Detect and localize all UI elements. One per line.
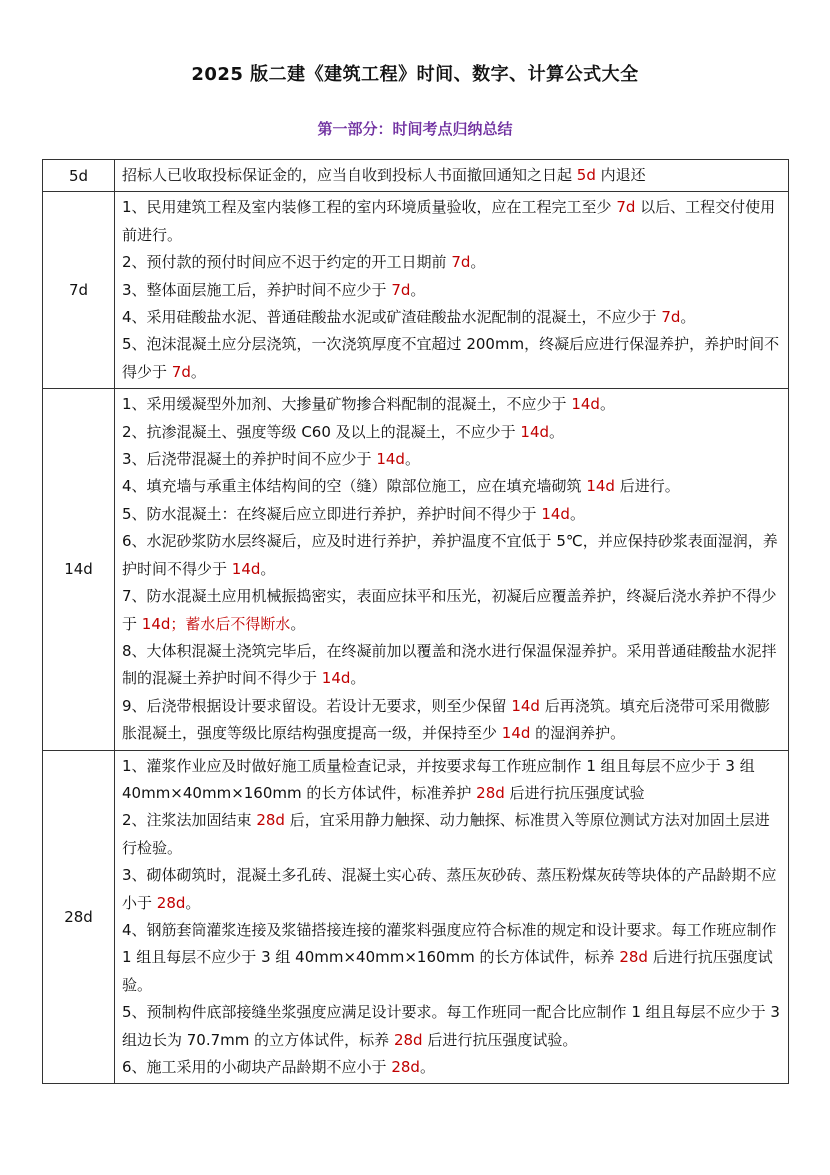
row-content [115, 389, 789, 750]
list-item [122, 862, 782, 917]
highlighted-duration: 14d [231, 559, 261, 578]
list-item [122, 249, 782, 276]
item-text: 2、注浆法加固结束 [122, 811, 257, 830]
list-item [122, 331, 782, 386]
item-text: 的湿润养护。 [530, 724, 626, 743]
item-text: 3、砌体砌筑时，混凝土多孔砖、混凝土实心砖、蒸压灰砂砖、蒸压粉煤灰砖等块体的产品龄期不应小于 [122, 866, 777, 912]
item-text: 后进行抗压强度试验。 [122, 948, 773, 994]
item-text: 。 [290, 614, 306, 633]
item-text: 1、灌浆作业应及时做好施工质量检查记录，并按要求每工作班应制作 1 组且每层不应少于 3 组 40mm×40mm×160mm 的长方体试件，标准养护 [122, 756, 755, 802]
item-text: 后进行抗压强度试验 [504, 783, 645, 802]
item-text: 。 [350, 669, 366, 688]
item-text: 7、防水混凝土应用机械振捣密实，表面应抹平和压光，初凝后应覆盖养护，终凝后浇水养护不得少于 [122, 587, 777, 633]
item-text: 6、施工采用的小砌块产品龄期不应小于 [122, 1058, 392, 1076]
list-item [122, 419, 782, 446]
row-duration: 7d [43, 192, 115, 389]
item-text: 后再浇筑。填充后浇带可采用微膨胀混凝土，强度等级比原结构强度提高一级，并保持至少 [122, 696, 770, 743]
item-text: 1、民用建筑工程及室内装修工程的室内环境质量验收，应在工程完工至少 [122, 198, 617, 217]
highlighted-duration: 14d [520, 422, 550, 441]
highlighted-duration: 7d [171, 362, 191, 381]
highlighted-duration: 28d [156, 893, 186, 912]
list-item [122, 638, 782, 693]
list-item [122, 446, 782, 473]
highlighted-duration: 7d [451, 253, 471, 272]
item-text: 。 [260, 559, 276, 578]
highlighted-duration: 28d [391, 1058, 420, 1076]
item-text: 。 [190, 362, 206, 381]
list-item [122, 304, 782, 331]
list-item [122, 528, 782, 583]
table-row [43, 192, 789, 389]
highlighted-duration: 7d [661, 308, 681, 327]
row-content [115, 192, 789, 389]
item-text: 4、填充墙与承重主体结构间的空（缝）隙部位施工，应在填充墙砌筑 [122, 477, 587, 496]
row-duration: 5d [43, 160, 115, 192]
list-item [122, 277, 782, 304]
item-text: 。 [599, 395, 615, 414]
list-item [122, 753, 782, 808]
highlighted-duration: 28d [476, 783, 505, 802]
highlighted-duration: 28d [256, 811, 285, 830]
item-text: 招标人已收取投标保证金的，应当自收到投标人书面撤回通知之日起 [122, 166, 577, 184]
list-item [122, 501, 782, 528]
list-item [122, 1054, 782, 1081]
item-text: 1、采用缓凝型外加剂、大掺量矿物掺合料配制的混凝土，不应少于 [122, 395, 572, 414]
item-text: 。 [410, 280, 426, 299]
item-text: 5、泡沫混凝土应分层浇筑，一次浇筑厚度不宜超过 200mm，终凝后应进行保湿养护，养护时间不得少于 [122, 335, 780, 381]
item-text: 4、钢筋套筒灌浆连接及浆锚搭接连接的灌浆料强度应符合标准的规定和设计要求。每工作班应制作 1 组且每层不应少于 3 组 40mm×40mm×160mm 的长方体试件，标养 [122, 920, 777, 967]
item-text: 后进行抗压强度试验。 [422, 1030, 578, 1049]
item-text: 2、抗渗混凝土、强度等级 C60 及以上的混凝土，不应少于 [122, 422, 521, 441]
row-content [115, 750, 789, 1084]
section-subtitle: 第一部分：时间考点归纳总结 [317, 120, 513, 138]
list-item [122, 917, 782, 999]
item-text: 6、水泥砂浆防水层终凝后，应及时进行养护，养护温度不宜低于 5℃，并应保持砂浆表面湿润，养护时间不得少于 [122, 532, 778, 578]
item-text: 4、采用硅酸盐水泥、普通硅酸盐水泥或矿渣硅酸盐水泥配制的混凝土，不应少于 [122, 308, 662, 327]
table-body [43, 160, 789, 1084]
row-duration: 14d [43, 389, 115, 750]
item-text: 以后、工程交付使用前进行。 [122, 198, 776, 244]
highlighted-duration: 28d [619, 948, 648, 967]
list-item [122, 583, 782, 638]
list-item [122, 807, 782, 862]
table-row [43, 160, 789, 192]
highlighted-duration: 14d；蓄水后不得断水 [141, 614, 291, 633]
item-text: 后，宜采用静力触探、动力触探、标准贯入等原位测试方法对加固土层进行检验。 [122, 811, 770, 857]
item-text: 。 [470, 253, 486, 272]
item-text: 5、预制构件底部接缝坐浆强度应满足设计要求。每工作班同一配合比应制作 1 组且每层不应少于 3 组边长为 70.7mm 的立方体试件，标养 [122, 1003, 780, 1049]
item-text: 。 [680, 308, 696, 327]
table-row [43, 750, 789, 1084]
item-text: 5、防水混凝土：在终凝后应立即进行养护，养护时间不得少于 [122, 504, 542, 523]
item-text: 后进行。 [614, 477, 680, 496]
item-text: 。 [419, 1058, 435, 1076]
highlighted-duration: 14d [511, 696, 540, 715]
item-text: 。 [549, 422, 565, 441]
item-text: 。 [185, 893, 201, 912]
highlighted-duration: 7d [616, 198, 636, 217]
highlighted-duration: 14d [376, 450, 405, 469]
highlighted-duration: 14d [586, 477, 615, 496]
list-item [122, 999, 782, 1054]
highlighted-duration: 14d [501, 724, 531, 743]
item-text: 3、后浇带混凝土的养护时间不应少于 [122, 450, 377, 469]
table-row [43, 389, 789, 750]
time-points-table [42, 159, 789, 1084]
page-title: 2025 版二建《建筑工程》时间、数字、计算公式大全 [191, 64, 639, 85]
list-item [122, 194, 782, 249]
list-item [122, 473, 782, 500]
highlighted-duration: 14d [321, 669, 351, 688]
list-item [122, 693, 782, 748]
highlighted-duration: 5d [576, 166, 596, 184]
item-text: 内退还 [595, 166, 646, 184]
highlighted-duration: 14d [541, 504, 570, 523]
item-text: 9、后浇带根据设计要求留设。若设计无要求，则至少保留 [122, 696, 512, 715]
row-duration: 28d [43, 750, 115, 1084]
row-content [115, 160, 789, 192]
list-item [122, 162, 782, 189]
item-text: 8、大体积混凝土浇筑完毕后，在终凝前加以覆盖和浇水进行保温保湿养护。采用普通硅酸盐水泥拌制的混凝土养护时间不得少于 [122, 641, 777, 688]
item-text: 3、整体面层施工后，养护时间不应少于 [122, 280, 392, 299]
item-text: 2、预付款的预付时间应不迟于约定的开工日期前 [122, 253, 452, 272]
highlighted-duration: 7d [391, 280, 411, 299]
highlighted-duration: 28d [393, 1030, 423, 1049]
item-text: 。 [404, 450, 420, 469]
list-item [122, 391, 782, 418]
item-text: 。 [569, 504, 585, 523]
highlighted-duration: 14d [571, 395, 600, 414]
